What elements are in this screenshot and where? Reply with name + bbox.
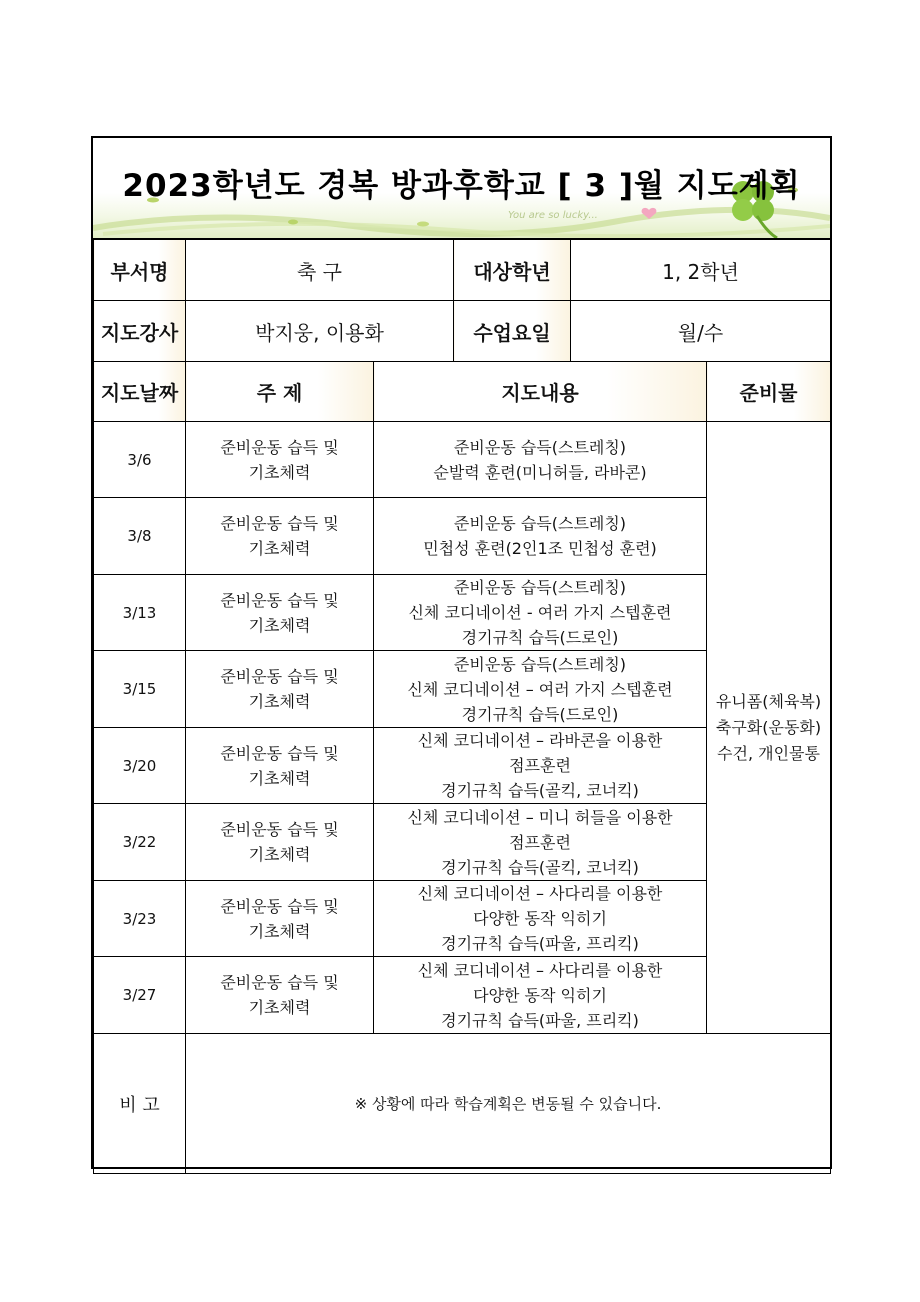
row-topic-line: 준비운동 습득 및: [220, 896, 339, 916]
plan-table: [93, 239, 831, 1174]
row-topic-line: 기초체력: [248, 692, 311, 711]
row-content-line: 신체 코디네이션 – 사다리를 이용한: [417, 960, 663, 980]
row-topic: [186, 728, 374, 804]
row-topic-line: 준비운동 습득 및: [220, 437, 339, 457]
row-content-line: 다양한 동작 익히기: [473, 985, 607, 1005]
grade-value: 1, 2학년: [571, 240, 831, 301]
grade-label: 대상학년: [454, 240, 571, 301]
day-label: 수업요일: [454, 301, 571, 362]
row-topic: [186, 422, 374, 498]
teacher-value: 박지웅, 이용화: [186, 301, 454, 362]
materials-item: 수건, 개인물통: [717, 743, 820, 763]
row-content-line: 준비운동 습득(스트레칭): [453, 514, 627, 533]
row-topic-line: 기초체력: [248, 845, 311, 864]
row-content-line: 경기규칙 습득(드로인): [461, 704, 619, 724]
row-topic: [186, 575, 374, 651]
row-date: 3/27: [94, 957, 186, 1034]
row-content-line: 민첩성 훈련(2인1조 민첩성 훈련): [423, 539, 657, 558]
row-content-line: 준비운동 습득(스트레칭): [453, 437, 627, 457]
dept-label: 부서명: [94, 240, 186, 301]
teacher-label: 지도강사: [94, 301, 186, 362]
row-topic-line: 기초체력: [248, 998, 311, 1017]
row-topic: [186, 804, 374, 881]
row-topic-line: 기초체력: [248, 768, 311, 788]
row-topic-line: 준비운동 습득 및: [220, 743, 339, 763]
row-topic: [186, 651, 374, 728]
row-content-line: 경기규칙 습득(파울, 프리킥): [441, 1010, 639, 1030]
row-content-line: 신체 코디네이션 – 사다리를 이용한: [417, 884, 663, 903]
row-content: [374, 498, 707, 575]
materials-item: 축구화(운동화): [715, 717, 822, 737]
page-title: 2023학년도 경복 방과후학교 [ 3 ]월 지도계획: [122, 168, 801, 204]
title-banner: [93, 138, 830, 239]
remarks-label: 비 고: [94, 1034, 186, 1174]
row-content-line: 준비운동 습득(스트레칭): [453, 578, 627, 597]
materials-cell: [707, 422, 831, 1034]
row-topic: [186, 881, 374, 957]
day-value: 월/수: [571, 301, 831, 362]
column-header-materials: 준비물: [707, 362, 831, 422]
row-topic: [186, 957, 374, 1034]
row-content-line: 순발력 훈련(미니허들, 라바콘): [433, 462, 647, 482]
column-header-date: 지도날짜: [94, 362, 186, 422]
row-topic-line: 기초체력: [248, 615, 311, 635]
row-content: [374, 422, 707, 498]
row-topic-line: 기초체력: [248, 462, 311, 482]
row-topic-line: 준비운동 습득 및: [220, 667, 339, 686]
row-content: [374, 728, 707, 804]
row-date: 3/8: [94, 498, 186, 575]
row-topic-line: 준비운동 습득 및: [220, 973, 339, 992]
row-date: 3/22: [94, 804, 186, 881]
row-content-line: 신체 코디네이션 – 라바콘을 이용한: [417, 731, 663, 750]
table-row: [94, 422, 831, 498]
row-content-line: 경기규칙 습득(골킥, 코너킥): [441, 857, 639, 877]
row-topic-line: 기초체력: [248, 921, 311, 941]
materials-item: 유니폼(체육복): [715, 691, 822, 711]
row-topic-line: 기초체력: [248, 539, 311, 558]
row-content-line: 경기규칙 습득(파울, 프리킥): [441, 934, 639, 953]
row-content-line: 점프훈련: [509, 756, 571, 775]
plan-rows: [94, 422, 831, 1034]
row-content: [374, 804, 707, 881]
row-topic: [186, 498, 374, 575]
row-topic-line: 준비운동 습득 및: [220, 514, 339, 533]
row-topic-line: 준비운동 습득 및: [220, 820, 339, 839]
row-content-line: 신체 코디네이션 – 미니 허들을 이용한: [407, 807, 673, 827]
row-date: 3/23: [94, 881, 186, 957]
row-date: 3/13: [94, 575, 186, 651]
row-content-line: 다양한 동작 익히기: [473, 909, 607, 928]
row-date: 3/20: [94, 728, 186, 804]
row-date: 3/6: [94, 422, 186, 498]
row-content-line: 신체 코디네이션 - 여러 가지 스텝훈련: [408, 603, 672, 622]
row-content: [374, 651, 707, 728]
row-content-line: 준비운동 습득(스트레칭): [453, 654, 627, 674]
row-content-line: 경기규칙 습득(골킥, 코너킥): [441, 781, 639, 800]
plan-sheet: [91, 136, 832, 1169]
column-header-content: 지도내용: [374, 362, 707, 422]
dept-value: 축 구: [186, 240, 454, 301]
row-content: [374, 575, 707, 651]
row-content-line: 경기규칙 습득(드로인): [461, 628, 619, 647]
row-topic-line: 준비운동 습득 및: [220, 590, 339, 610]
banner-script-text: You are so lucky...: [508, 210, 598, 221]
row-date: 3/15: [94, 651, 186, 728]
row-content: [374, 957, 707, 1034]
row-content: [374, 881, 707, 957]
row-content-line: 점프훈련: [509, 832, 571, 852]
remarks-text: ※ 상황에 따라 학습계획은 변동될 수 있습니다.: [186, 1034, 831, 1174]
row-content-line: 신체 코디네이션 – 여러 가지 스텝훈련: [407, 679, 673, 699]
column-header-topic: 주 제: [186, 362, 374, 422]
